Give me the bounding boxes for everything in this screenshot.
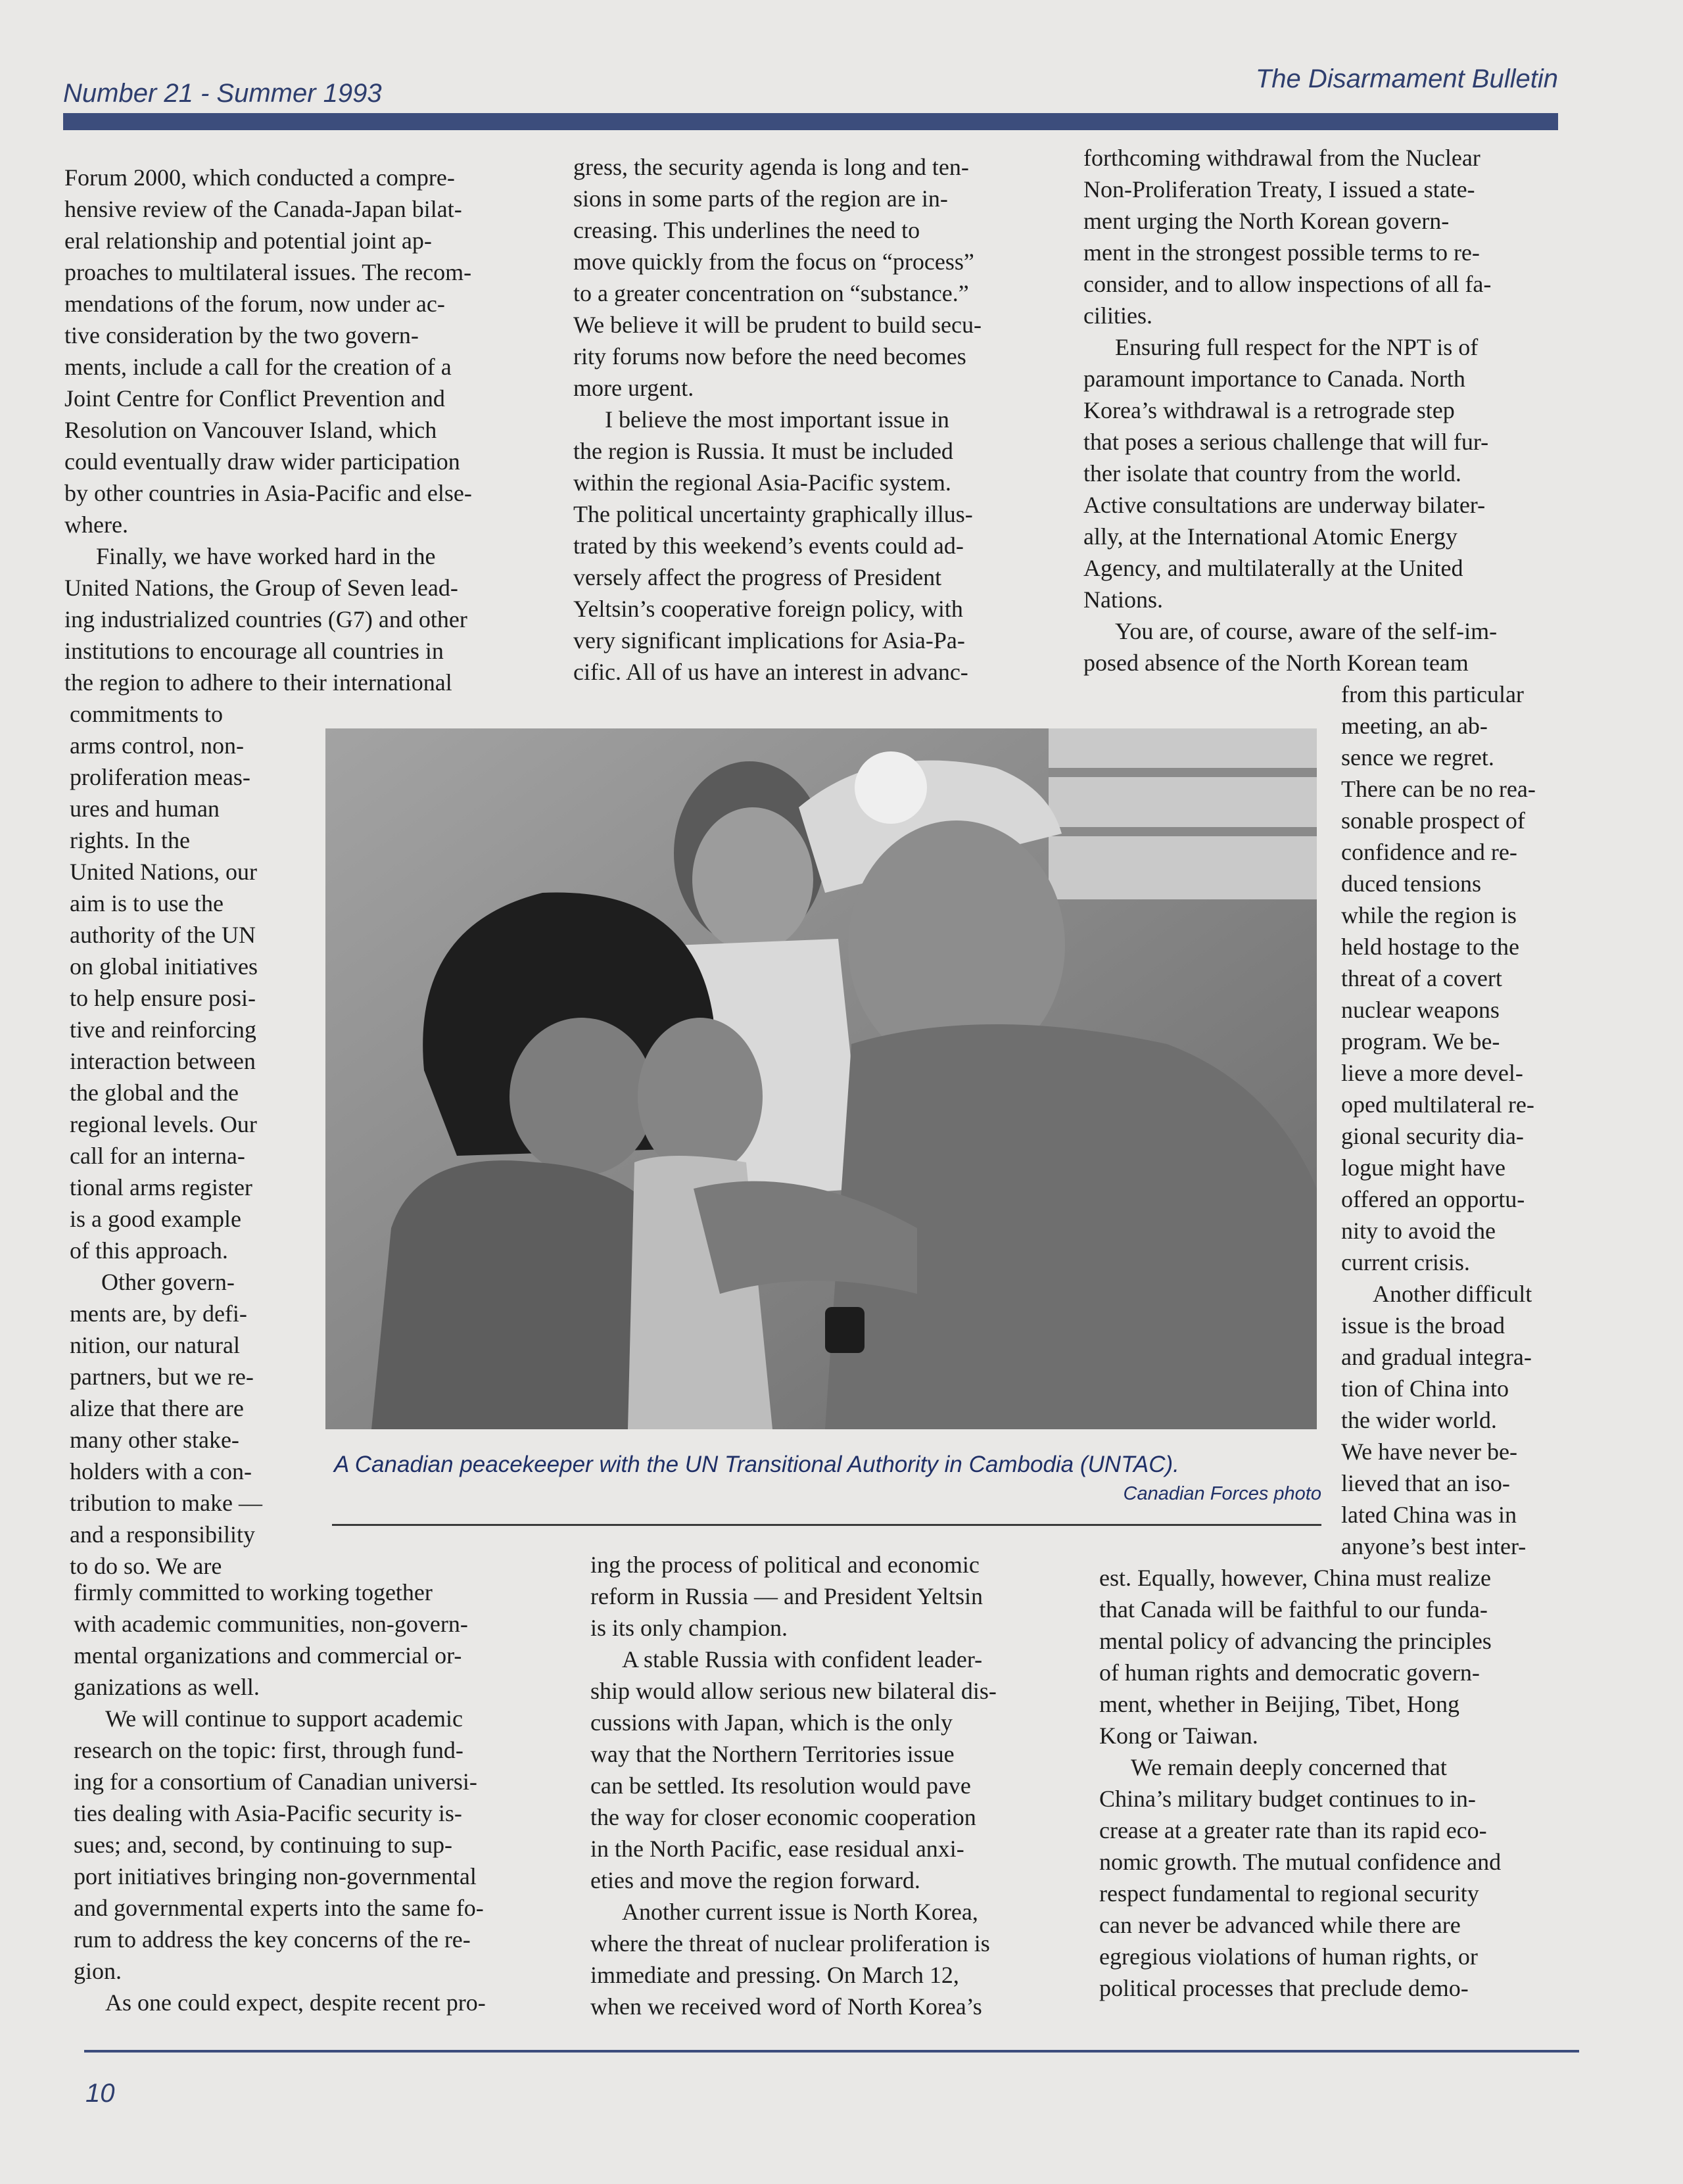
text-line: that poses a serious challenge that will fur- (1083, 429, 1489, 455)
text-line: lated China was in (1341, 1502, 1517, 1528)
text-line: trated by this weekend’s events could ad- (573, 533, 964, 559)
text-line: with academic communities, non-govern- (74, 1611, 468, 1637)
text-line: meeting, an ab- (1341, 713, 1488, 739)
text-line: issue is the broad (1341, 1312, 1505, 1339)
text-line: The political uncertainty graphically illus- (573, 501, 973, 527)
text-line: ment in the strongest possible terms to re- (1083, 239, 1480, 266)
text-line: program. We be- (1341, 1028, 1500, 1055)
text-line: posed absence of the North Korean team (1083, 650, 1469, 676)
text-line: the wider world. (1341, 1407, 1497, 1433)
page-number: 10 (85, 2079, 115, 2108)
text-line: held hostage to the (1341, 934, 1519, 960)
text-line: could eventually draw wider participation (64, 448, 460, 475)
column-3-top (1083, 142, 1497, 678)
text-line: duced tensions (1341, 870, 1481, 897)
text-line: Another difficult (1373, 1281, 1532, 1307)
peacekeeper-photo (325, 728, 1317, 1429)
text-line: mendations of the forum, now under ac- (64, 291, 445, 317)
text-line: Agency, and multilaterally at the United (1083, 555, 1463, 581)
text-line: holders with a con- (70, 1458, 252, 1484)
text-line: nition, our natural (70, 1332, 240, 1358)
issue-label: Number 21 - Summer 1993 (63, 79, 382, 108)
text-line: to do so. We are (70, 1553, 222, 1579)
text-line: tional arms register (70, 1174, 252, 1200)
text-line: ment, whether in Beijing, Tibet, Hong (1099, 1691, 1459, 1717)
text-line: when we received word of North Korea’s (590, 1993, 982, 2020)
text-line: consider, and to allow inspections of all fa- (1083, 271, 1492, 297)
text-line: the region is Russia. It must be included (573, 438, 953, 464)
text-line: the region to adhere to their international (64, 669, 452, 696)
text-line: mental policy of advancing the principles (1099, 1628, 1492, 1654)
text-line: cilities. (1083, 302, 1152, 329)
text-line: United Nations, our (70, 859, 257, 885)
text-line: Korea’s withdrawal is a retrograde step (1083, 397, 1455, 423)
text-line: lieved that an iso- (1341, 1470, 1510, 1496)
text-line: port initiatives bringing non-governmental (74, 1863, 477, 1889)
text-line: is its only champion. (590, 1615, 788, 1641)
text-line: ally, at the International Atomic Energy (1083, 523, 1458, 550)
text-line: We believe it will be prudent to build secu- (573, 312, 982, 338)
text-line: research on the topic: first, through fund- (74, 1737, 463, 1763)
text-line: arms control, non- (70, 732, 244, 759)
text-line: anyone’s best inter- (1341, 1533, 1527, 1559)
text-line: There can be no rea- (1341, 776, 1536, 802)
text-line: many other stake- (70, 1427, 239, 1453)
column-2-bottom (590, 1549, 997, 2022)
text-line: United Nations, the Group of Seven lead- (64, 575, 458, 601)
text-line: interaction between (70, 1048, 256, 1074)
text-line: tribution to make — (70, 1490, 262, 1516)
text-line: political processes that preclude demo- (1099, 1975, 1469, 2001)
text-line: aim is to use the (70, 890, 224, 916)
text-line: the global and the (70, 1080, 239, 1106)
header-rule (63, 113, 1558, 130)
text-line: mental organizations and commercial or- (74, 1642, 462, 1669)
text-line: ties dealing with Asia-Pacific security is- (74, 1800, 462, 1826)
text-line: and a responsibility (70, 1521, 255, 1548)
text-line: by other countries in Asia-Pacific and else- (64, 480, 472, 506)
text-line: I believe the most important issue in (605, 406, 949, 433)
text-line: ments are, by defi- (70, 1300, 247, 1327)
text-line: the way for closer economic cooperation (590, 1804, 976, 1830)
photo-caption: A Canadian peacekeeper with the UN Transitional Authority in Cambodia (UNTAC). (334, 1452, 1179, 1477)
text-line: while the region is (1341, 902, 1517, 928)
text-line: where the threat of nuclear proliferation is (590, 1930, 990, 1957)
text-line: tion of China into (1341, 1375, 1509, 1402)
text-line: oped multilateral re- (1341, 1091, 1534, 1118)
text-line: in the North Pacific, ease residual anxi- (590, 1836, 964, 1862)
column-1-bottom (74, 1577, 486, 2018)
text-line: call for an interna- (70, 1143, 245, 1169)
text-line: Forum 2000, which conducted a compre- (64, 164, 455, 191)
text-line: where. (64, 511, 128, 538)
text-line: ther isolate that country from the world. (1083, 460, 1461, 487)
text-line: sonable prospect of (1341, 807, 1525, 834)
photo-credit: Canadian Forces photo (1123, 1483, 1321, 1504)
text-line: You are, of course, aware of the self-im- (1115, 618, 1498, 644)
text-line: to help ensure posi- (70, 985, 256, 1011)
text-line: respect fundamental to regional security (1099, 1880, 1479, 1907)
text-line: gional security dia- (1341, 1123, 1524, 1149)
text-line: is a good example (70, 1206, 241, 1232)
text-line: and gradual integra- (1341, 1344, 1532, 1370)
text-line: sues; and, second, by continuing to sup- (74, 1832, 452, 1858)
text-line: Nations. (1083, 586, 1163, 613)
text-line: nomic growth. The mutual confidence and (1099, 1849, 1502, 1875)
text-line: nity to avoid the (1341, 1218, 1496, 1244)
text-line: proliferation meas- (70, 764, 250, 790)
text-line: Kong or Taiwan. (1099, 1722, 1258, 1749)
text-line: ments, include a call for the creation of a (64, 354, 452, 380)
text-line: versely affect the progress of President (573, 564, 942, 590)
footer-rule (84, 2050, 1579, 2053)
text-line: paramount importance to Canada. North (1083, 366, 1465, 392)
text-line: eties and move the region forward. (590, 1867, 920, 1893)
text-line: commitments to (70, 701, 223, 727)
text-line: proaches to multilateral issues. The recom- (64, 259, 472, 285)
text-line: of this approach. (70, 1237, 228, 1264)
text-line: ship would allow serious new bilateral dis- (590, 1678, 997, 1704)
text-line: forthcoming withdrawal from the Nuclear (1083, 145, 1481, 171)
text-line: gress, the security agenda is long and ten- (573, 154, 969, 180)
text-line: that Canada will be faithful to our funda- (1099, 1596, 1488, 1623)
text-line: We have never be- (1341, 1438, 1517, 1465)
text-line: ures and human (70, 795, 220, 822)
text-line: cussions with Japan, which is the only (590, 1709, 953, 1736)
text-line: est. Equally, however, China must realize (1099, 1565, 1492, 1591)
text-line: A stable Russia with confident leader- (622, 1646, 983, 1673)
text-line: sence we regret. (1341, 744, 1494, 771)
text-line: Ensuring full respect for the NPT is of (1115, 334, 1479, 360)
text-line: Yeltsin’s cooperative foreign policy, with (573, 596, 963, 622)
text-line: egregious violations of human rights, or (1099, 1943, 1478, 1970)
text-line: current crisis. (1341, 1249, 1470, 1275)
text-line: confidence and re- (1341, 839, 1517, 865)
caption-rule (332, 1524, 1321, 1526)
text-line: within the regional Asia-Pacific system. (573, 469, 951, 496)
text-line: and governmental experts into the same fo- (74, 1895, 484, 1921)
text-line: offered an opportu- (1341, 1186, 1525, 1212)
column-1-narrow (70, 698, 262, 1582)
text-line: tive and reinforcing (70, 1016, 256, 1043)
text-line: reform in Russia — and President Yeltsin (590, 1583, 983, 1609)
text-line: rights. In the (70, 827, 190, 853)
text-line: can never be advanced while there are (1099, 1912, 1461, 1938)
column-3-narrow (1341, 678, 1536, 1562)
text-line: to a greater concentration on “substance.” (573, 280, 969, 306)
text-line: crease at a greater rate than its rapid eco- (1099, 1817, 1487, 1843)
text-line: ing for a consortium of Canadian universi- (74, 1769, 477, 1795)
text-line: creasing. This underlines the need to (573, 217, 920, 243)
text-line: on global initiatives (70, 953, 258, 980)
text-line: sions in some parts of the region are in- (573, 185, 948, 212)
text-line: ganizations as well. (74, 1674, 260, 1700)
text-line: of human rights and democratic govern- (1099, 1659, 1480, 1686)
text-line: ing industrialized countries (G7) and other (64, 606, 467, 632)
text-line: immediate and pressing. On March 12, (590, 1962, 959, 1988)
text-line: Other govern- (101, 1269, 235, 1295)
publication-title: The Disarmament Bulletin (1255, 64, 1558, 93)
text-line: authority of the UN (70, 922, 256, 948)
text-line: Active consultations are underway bilater- (1083, 492, 1486, 518)
text-line: eral relationship and potential joint ap- (64, 227, 432, 254)
text-line: very significant implications for Asia-Pa- (573, 627, 965, 653)
text-line: nuclear weapons (1341, 997, 1500, 1023)
text-line: move quickly from the focus on “process” (573, 249, 974, 275)
text-line: partners, but we re- (70, 1364, 254, 1390)
text-line: tive consideration by the two govern- (64, 322, 419, 348)
text-line: Another current issue is North Korea, (622, 1899, 978, 1925)
text-line: logue might have (1341, 1154, 1505, 1181)
text-line: Joint Centre for Conflict Prevention and (64, 385, 445, 412)
text-line: from this particular (1341, 681, 1524, 707)
text-line: institutions to encourage all countries in (64, 638, 444, 664)
text-line: We will continue to support academic (105, 1705, 463, 1732)
text-line: cific. All of us have an interest in advanc- (573, 659, 968, 685)
text-line: lieve a more devel- (1341, 1060, 1523, 1086)
text-line: ing the process of political and economic (590, 1552, 980, 1578)
text-line: way that the Northern Territories issue (590, 1741, 955, 1767)
text-line: China’s military budget continues to in- (1099, 1786, 1476, 1812)
column-2-top (573, 151, 982, 688)
text-line: rity forums now before the need becomes (573, 343, 966, 369)
text-line: more urgent. (573, 375, 694, 401)
text-line: firmly committed to working together (74, 1579, 433, 1605)
text-line: hensive review of the Canada-Japan bilat- (64, 196, 462, 222)
text-line: ment urging the North Korean govern- (1083, 208, 1450, 234)
text-line: gion. (74, 1958, 122, 1984)
text-line: We remain deeply concerned that (1131, 1754, 1447, 1780)
text-line: Resolution on Vancouver Island, which (64, 417, 437, 443)
text-line: regional levels. Our (70, 1111, 257, 1137)
column-3-bottom (1099, 1562, 1501, 2004)
text-line: Non-Proliferation Treaty, I issued a state- (1083, 176, 1475, 202)
text-line: alize that there are (70, 1395, 244, 1421)
text-line: As one could expect, despite recent pro- (105, 1989, 486, 2016)
column-1-top (64, 162, 472, 698)
text-line: rum to address the key concerns of the re- (74, 1926, 471, 1953)
text-line: can be settled. Its resolution would pave (590, 1772, 971, 1799)
text-line: threat of a covert (1341, 965, 1502, 991)
text-line: Finally, we have worked hard in the (96, 543, 436, 569)
